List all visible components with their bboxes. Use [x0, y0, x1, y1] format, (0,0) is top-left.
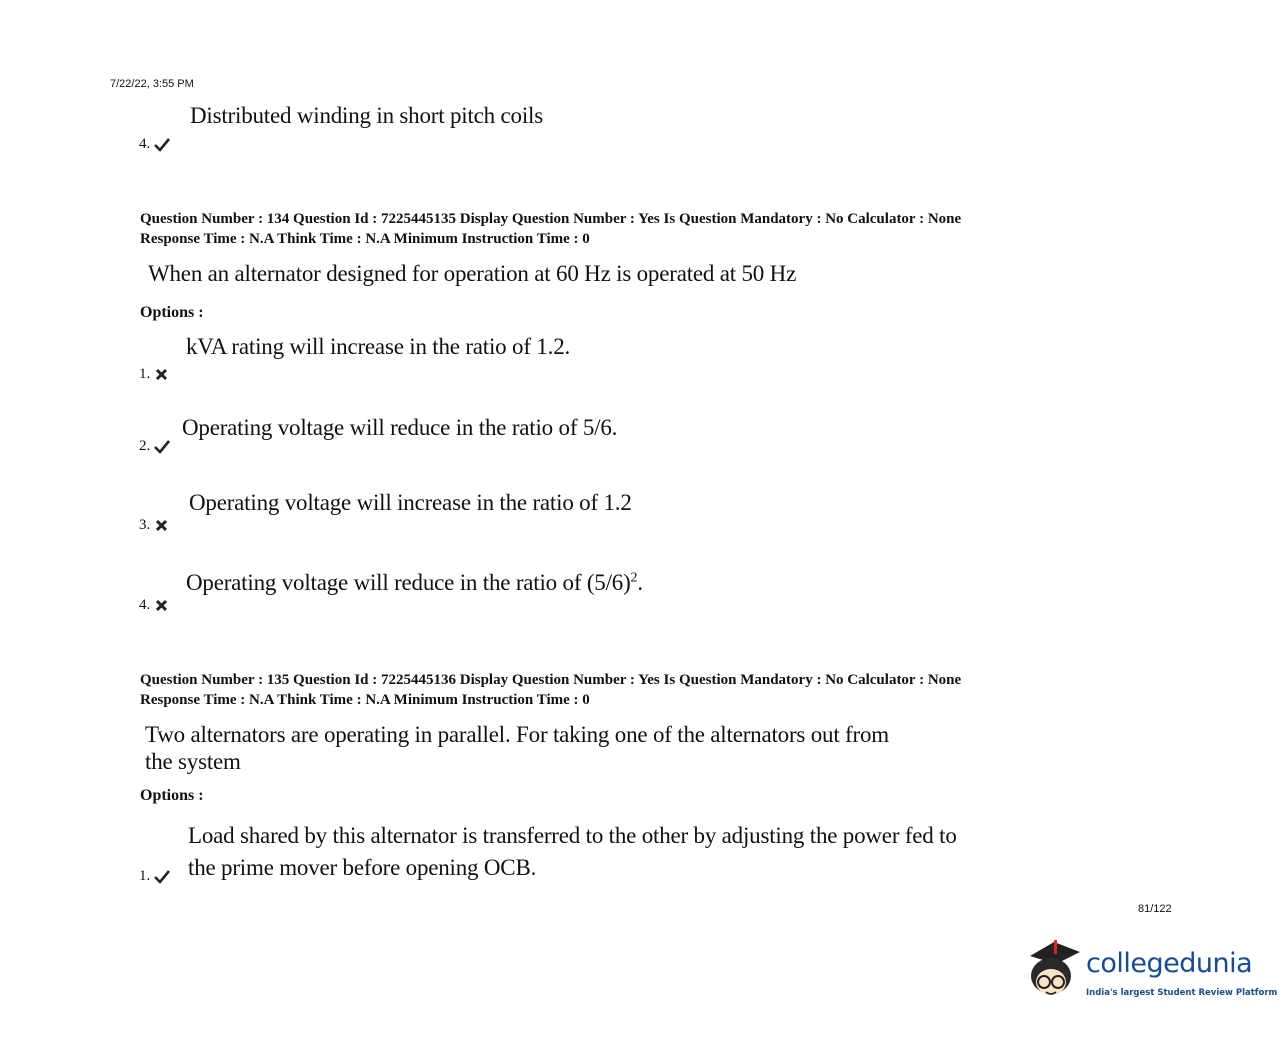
option-text-main: Operating voltage will reduce in the ratio of (5/6) — [186, 570, 631, 595]
option-number — [139, 868, 170, 885]
question-meta — [140, 209, 961, 249]
option-text: kVA rating will increase in the ratio of 1.2. — [186, 334, 571, 359]
option-index: 1. — [139, 868, 151, 884]
options-label: Options : — [140, 787, 204, 804]
question-meta — [140, 670, 961, 710]
options-label: Options : — [140, 304, 204, 321]
collegedunia-logo — [1024, 938, 1278, 1008]
question-text-line: the system — [145, 749, 241, 774]
option-text — [188, 820, 957, 884]
option-text-line: Load shared by this alternator is transferred to the other by adjusting the power fed to — [188, 823, 957, 848]
option-number — [139, 438, 170, 455]
question-meta-line: Response Time : N.A Think Time : N.A Minimum Instruction Time : 0 — [140, 692, 590, 708]
question-text: When an alternator designed for operation at 60 Hz is operated at 50 Hz — [148, 261, 797, 286]
option-index: 4. — [139, 136, 151, 152]
option-text: Operating voltage will reduce in the ratio of 5/6. — [182, 415, 618, 440]
option-index: 2. — [139, 438, 151, 454]
option-number — [139, 597, 170, 614]
mascot-icon — [1024, 938, 1084, 1008]
option-text-line: the prime mover before opening OCB. — [188, 855, 537, 880]
option-number — [139, 136, 170, 153]
question-meta-line: Response Time : N.A Think Time : N.A Minimum Instruction Time : 0 — [140, 231, 590, 247]
cross-icon — [154, 368, 170, 382]
logo-tagline: India's largest Student Review Platform — [1086, 988, 1278, 998]
superscript: 2 — [630, 570, 638, 586]
check-icon — [154, 440, 170, 454]
cross-icon — [154, 519, 170, 533]
option-text-suffix: . — [637, 570, 643, 595]
option-text — [186, 570, 643, 596]
question-text — [145, 721, 889, 775]
logo-wordmark: collegedunia — [1086, 948, 1253, 979]
option-number — [139, 366, 170, 383]
option-text: Operating voltage will increase in the ratio of 1.2 — [189, 490, 632, 515]
question-text-line: Two alternators are operating in parallel. For taking one of the alternators out from — [145, 722, 889, 747]
check-icon — [154, 138, 170, 152]
question-meta-line: Question Number : 134 Question Id : 7225445135 Display Question Number : Yes Is Question Mandatory : No Calculator : None — [140, 211, 962, 227]
option-number — [139, 517, 170, 534]
page-number: 81/122 — [1138, 903, 1172, 915]
check-icon — [154, 870, 170, 884]
option-index: 3. — [139, 517, 151, 533]
option-index: 1. — [139, 366, 151, 382]
option-text: Distributed winding in short pitch coils — [190, 103, 543, 128]
question-meta-line: Question Number : 135 Question Id : 7225445136 Display Question Number : Yes Is Question Mandatory : No Calculator : None — [140, 672, 962, 688]
cross-icon — [154, 599, 170, 613]
option-index: 4. — [139, 597, 151, 613]
print-timestamp: 7/22/22, 3:55 PM — [110, 78, 194, 90]
